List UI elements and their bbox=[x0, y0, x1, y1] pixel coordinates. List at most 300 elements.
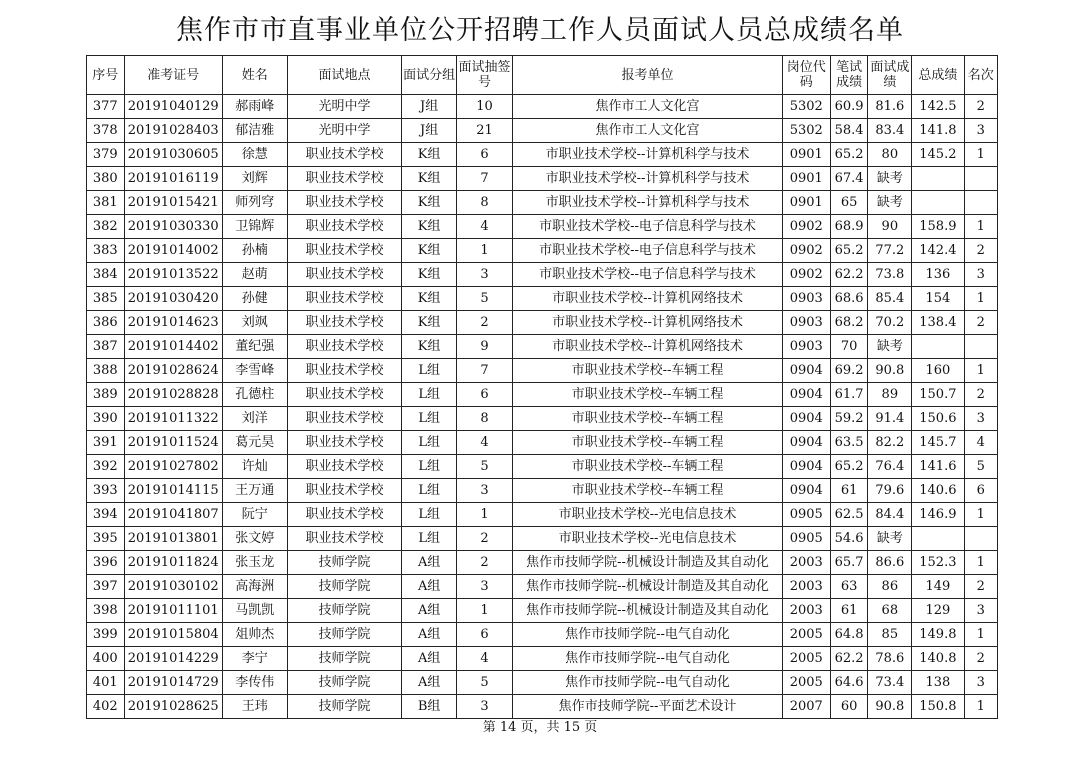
table-cell: 张文婷 bbox=[222, 527, 287, 551]
table-cell: 职业技术学校 bbox=[287, 311, 402, 335]
table-cell: 董纪强 bbox=[222, 335, 287, 359]
table-row bbox=[87, 143, 998, 167]
table-cell: 20191014002 bbox=[124, 239, 222, 263]
table-cell: L组 bbox=[402, 455, 456, 479]
table-cell: 136 bbox=[912, 263, 964, 287]
table-cell: 82.2 bbox=[868, 431, 912, 455]
table-cell bbox=[964, 527, 998, 551]
table-cell: 技师学院 bbox=[287, 551, 402, 575]
table-cell: 6 bbox=[964, 479, 998, 503]
table-cell: 79.6 bbox=[868, 479, 912, 503]
table-cell: 市职业技术学校--计算机科学与技术 bbox=[513, 143, 783, 167]
table-cell: 孙楠 bbox=[222, 239, 287, 263]
table-cell: 20191027802 bbox=[124, 455, 222, 479]
table-cell: 8 bbox=[456, 407, 512, 431]
table-row bbox=[87, 359, 998, 383]
table-cell: 9 bbox=[456, 335, 512, 359]
table-cell: 76.4 bbox=[868, 455, 912, 479]
table-cell: 77.2 bbox=[868, 239, 912, 263]
table-cell: 徐慧 bbox=[222, 143, 287, 167]
table-cell: 150.8 bbox=[912, 695, 964, 719]
table-cell: 20191011322 bbox=[124, 407, 222, 431]
table-cell: 焦作市技师学院--机械设计制造及其自动化 bbox=[513, 575, 783, 599]
table-row bbox=[87, 575, 998, 599]
table-header-row bbox=[87, 56, 998, 95]
table-row bbox=[87, 527, 998, 551]
table-cell: 5 bbox=[456, 671, 512, 695]
table-cell: 61 bbox=[830, 599, 868, 623]
table-cell: 91.4 bbox=[868, 407, 912, 431]
table-cell bbox=[912, 167, 964, 191]
table-cell: 缺考 bbox=[868, 527, 912, 551]
table-cell: 2 bbox=[456, 311, 512, 335]
table-cell: 职业技术学校 bbox=[287, 143, 402, 167]
table-cell: 职业技术学校 bbox=[287, 479, 402, 503]
table-cell: 20191015804 bbox=[124, 623, 222, 647]
table-cell: 5 bbox=[456, 287, 512, 311]
table-cell: 138.4 bbox=[912, 311, 964, 335]
table-cell: K组 bbox=[402, 311, 456, 335]
table-cell: K组 bbox=[402, 191, 456, 215]
table-cell: 20191013801 bbox=[124, 527, 222, 551]
table-row bbox=[87, 407, 998, 431]
table-cell: 20191014623 bbox=[124, 311, 222, 335]
table-cell: 马凯凯 bbox=[222, 599, 287, 623]
table-cell: 0904 bbox=[782, 383, 830, 407]
table-cell: 20191015421 bbox=[124, 191, 222, 215]
table-cell: L组 bbox=[402, 527, 456, 551]
table-cell: 90.8 bbox=[868, 359, 912, 383]
table-cell: 387 bbox=[87, 335, 125, 359]
column-header: 面试地点 bbox=[287, 56, 402, 95]
table-cell: 李传伟 bbox=[222, 671, 287, 695]
table-cell: 61.7 bbox=[830, 383, 868, 407]
table-cell: 技师学院 bbox=[287, 599, 402, 623]
table-cell: J组 bbox=[402, 95, 456, 119]
table-cell: 20191030102 bbox=[124, 575, 222, 599]
table-cell: 90.8 bbox=[868, 695, 912, 719]
table-cell: 2 bbox=[964, 383, 998, 407]
table-cell: 78.6 bbox=[868, 647, 912, 671]
table-cell: 市职业技术学校--光电信息技术 bbox=[513, 527, 783, 551]
table-cell: 146.9 bbox=[912, 503, 964, 527]
column-header: 笔试成绩 bbox=[830, 56, 868, 95]
table-cell: 60.9 bbox=[830, 95, 868, 119]
table-cell: 68.9 bbox=[830, 215, 868, 239]
table-cell: 141.6 bbox=[912, 455, 964, 479]
table-cell: 市职业技术学校--车辆工程 bbox=[513, 479, 783, 503]
table-cell: 395 bbox=[87, 527, 125, 551]
table-cell: 63.5 bbox=[830, 431, 868, 455]
table-cell: 10 bbox=[456, 95, 512, 119]
table-cell: 市职业技术学校--车辆工程 bbox=[513, 407, 783, 431]
table-cell: 3 bbox=[456, 479, 512, 503]
table-cell: 2 bbox=[456, 551, 512, 575]
table-cell: 2007 bbox=[782, 695, 830, 719]
table-cell: 4 bbox=[456, 215, 512, 239]
table-cell: 391 bbox=[87, 431, 125, 455]
table-cell: 20191016119 bbox=[124, 167, 222, 191]
table-cell: 85.4 bbox=[868, 287, 912, 311]
table-cell: 20191028624 bbox=[124, 359, 222, 383]
table-cell: A组 bbox=[402, 575, 456, 599]
table-cell: 职业技术学校 bbox=[287, 239, 402, 263]
table-row bbox=[87, 647, 998, 671]
column-header: 姓名 bbox=[222, 56, 287, 95]
table-row bbox=[87, 623, 998, 647]
table-cell: 399 bbox=[87, 623, 125, 647]
table-cell: 市职业技术学校--车辆工程 bbox=[513, 359, 783, 383]
table-cell: 市职业技术学校--电子信息科学与技术 bbox=[513, 239, 783, 263]
table-cell: 市职业技术学校--计算机网络技术 bbox=[513, 287, 783, 311]
table-cell: 阮宁 bbox=[222, 503, 287, 527]
table-body bbox=[87, 95, 998, 719]
table-row bbox=[87, 311, 998, 335]
table-cell: 1 bbox=[964, 215, 998, 239]
table-cell: 149.8 bbox=[912, 623, 964, 647]
table-cell: 王万通 bbox=[222, 479, 287, 503]
table-cell: 0902 bbox=[782, 215, 830, 239]
table-cell: 郁洁雅 bbox=[222, 119, 287, 143]
table-cell: 4 bbox=[456, 647, 512, 671]
table-cell: 20191030420 bbox=[124, 287, 222, 311]
table-cell: 焦作市技师学院--电气自动化 bbox=[513, 671, 783, 695]
table-cell: 2 bbox=[964, 311, 998, 335]
table-cell: 142.4 bbox=[912, 239, 964, 263]
table-cell: L组 bbox=[402, 503, 456, 527]
table-cell: 2005 bbox=[782, 647, 830, 671]
table-cell: 郝雨峰 bbox=[222, 95, 287, 119]
table-cell: 1 bbox=[456, 239, 512, 263]
table-row bbox=[87, 239, 998, 263]
table-cell: 65.2 bbox=[830, 455, 868, 479]
table-cell: A组 bbox=[402, 599, 456, 623]
table-cell: 394 bbox=[87, 503, 125, 527]
table-cell: 职业技术学校 bbox=[287, 455, 402, 479]
table-cell: K组 bbox=[402, 215, 456, 239]
table-cell: 6 bbox=[456, 623, 512, 647]
table-cell: 80 bbox=[868, 143, 912, 167]
table-cell: 129 bbox=[912, 599, 964, 623]
table-cell: 焦作市技师学院--机械设计制造及其自动化 bbox=[513, 551, 783, 575]
table-row bbox=[87, 695, 998, 719]
table-cell: 赵萌 bbox=[222, 263, 287, 287]
table-cell: 职业技术学校 bbox=[287, 263, 402, 287]
table-cell: 职业技术学校 bbox=[287, 215, 402, 239]
table-cell: 0904 bbox=[782, 479, 830, 503]
table-row bbox=[87, 431, 998, 455]
table-cell: K组 bbox=[402, 263, 456, 287]
table-cell: 1 bbox=[964, 359, 998, 383]
page-title: 焦作市市直事业单位公开招聘工作人员面试人员总成绩名单 bbox=[176, 15, 904, 46]
table-cell: 385 bbox=[87, 287, 125, 311]
table-cell: 2 bbox=[964, 647, 998, 671]
table-cell: 20191014729 bbox=[124, 671, 222, 695]
table-cell: L组 bbox=[402, 431, 456, 455]
table-cell: 焦作市技师学院--平面艺术设计 bbox=[513, 695, 783, 719]
table-cell: 刘辉 bbox=[222, 167, 287, 191]
table-cell: 3 bbox=[964, 119, 998, 143]
table-cell: 职业技术学校 bbox=[287, 167, 402, 191]
table-cell: 20191013522 bbox=[124, 263, 222, 287]
table-cell: 140.8 bbox=[912, 647, 964, 671]
table-cell: 缺考 bbox=[868, 335, 912, 359]
table-cell: 技师学院 bbox=[287, 575, 402, 599]
table-cell: 4 bbox=[964, 431, 998, 455]
table-cell: 2 bbox=[964, 239, 998, 263]
table-cell: 1 bbox=[456, 503, 512, 527]
table-cell: 职业技术学校 bbox=[287, 191, 402, 215]
table-row bbox=[87, 455, 998, 479]
table-cell: 392 bbox=[87, 455, 125, 479]
table-cell: 职业技术学校 bbox=[287, 383, 402, 407]
table-cell: 20191028625 bbox=[124, 695, 222, 719]
table-row bbox=[87, 191, 998, 215]
table-cell: 86.6 bbox=[868, 551, 912, 575]
table-cell: 20191040129 bbox=[124, 95, 222, 119]
table-cell: 市职业技术学校--电子信息科学与技术 bbox=[513, 215, 783, 239]
table-cell: 7 bbox=[456, 167, 512, 191]
table-cell: 俎帅杰 bbox=[222, 623, 287, 647]
table-cell: 73.4 bbox=[868, 671, 912, 695]
table-cell: 65.7 bbox=[830, 551, 868, 575]
table-cell: 141.8 bbox=[912, 119, 964, 143]
table-cell: 20191014115 bbox=[124, 479, 222, 503]
table-row bbox=[87, 599, 998, 623]
table-cell: 383 bbox=[87, 239, 125, 263]
column-header: 面试成绩 bbox=[868, 56, 912, 95]
table-row bbox=[87, 479, 998, 503]
table-cell bbox=[912, 335, 964, 359]
table-cell: 20191030605 bbox=[124, 143, 222, 167]
table-cell: 4 bbox=[456, 431, 512, 455]
table-cell bbox=[912, 527, 964, 551]
table-cell: 58.4 bbox=[830, 119, 868, 143]
table-cell: 3 bbox=[964, 407, 998, 431]
table-cell bbox=[912, 191, 964, 215]
table-cell: L组 bbox=[402, 479, 456, 503]
table-cell: 61 bbox=[830, 479, 868, 503]
table-cell: 焦作市工人文化宫 bbox=[513, 95, 783, 119]
results-table bbox=[86, 55, 998, 719]
table-cell: 3 bbox=[456, 695, 512, 719]
table-cell: 市职业技术学校--计算机网络技术 bbox=[513, 311, 783, 335]
table-cell: 焦作市技师学院--机械设计制造及其自动化 bbox=[513, 599, 783, 623]
table-cell: 0904 bbox=[782, 431, 830, 455]
table-cell: 0904 bbox=[782, 455, 830, 479]
table-cell: 70 bbox=[830, 335, 868, 359]
table-cell: 68 bbox=[868, 599, 912, 623]
table-cell: 技师学院 bbox=[287, 671, 402, 695]
table-cell: 402 bbox=[87, 695, 125, 719]
table-cell: 20191028828 bbox=[124, 383, 222, 407]
table-cell: 0903 bbox=[782, 311, 830, 335]
table-cell: 138 bbox=[912, 671, 964, 695]
table-cell: 400 bbox=[87, 647, 125, 671]
table-cell: 0904 bbox=[782, 407, 830, 431]
table-cell: 65 bbox=[830, 191, 868, 215]
table-cell: 388 bbox=[87, 359, 125, 383]
column-header: 报考单位 bbox=[513, 56, 783, 95]
table-cell: 158.9 bbox=[912, 215, 964, 239]
table-cell: 光明中学 bbox=[287, 95, 402, 119]
table-cell: 刘洋 bbox=[222, 407, 287, 431]
table-cell: 职业技术学校 bbox=[287, 503, 402, 527]
table-cell: 149 bbox=[912, 575, 964, 599]
table-cell: 5 bbox=[964, 455, 998, 479]
table-cell: 86 bbox=[868, 575, 912, 599]
table-cell: 70.2 bbox=[868, 311, 912, 335]
table-cell: L组 bbox=[402, 383, 456, 407]
table-cell: 396 bbox=[87, 551, 125, 575]
table-cell: 职业技术学校 bbox=[287, 287, 402, 311]
table-cell: 398 bbox=[87, 599, 125, 623]
table-row bbox=[87, 671, 998, 695]
table-cell: 高海洲 bbox=[222, 575, 287, 599]
table-cell: 7 bbox=[456, 359, 512, 383]
table-cell: 69.2 bbox=[830, 359, 868, 383]
table-cell: 65.2 bbox=[830, 239, 868, 263]
column-header: 面试分组 bbox=[402, 56, 456, 95]
table-cell: 389 bbox=[87, 383, 125, 407]
table-cell: 68.6 bbox=[830, 287, 868, 311]
table-cell: 市职业技术学校--车辆工程 bbox=[513, 383, 783, 407]
table-cell: 63 bbox=[830, 575, 868, 599]
table-cell: 390 bbox=[87, 407, 125, 431]
table-cell: 市职业技术学校--计算机科学与技术 bbox=[513, 191, 783, 215]
table-cell: 3 bbox=[456, 575, 512, 599]
table-row bbox=[87, 119, 998, 143]
table-cell: A组 bbox=[402, 551, 456, 575]
table-cell: 20191030330 bbox=[124, 215, 222, 239]
table-cell: A组 bbox=[402, 647, 456, 671]
column-header: 序号 bbox=[87, 56, 125, 95]
table-cell: 0901 bbox=[782, 143, 830, 167]
table-cell: 2003 bbox=[782, 599, 830, 623]
table-cell: K组 bbox=[402, 335, 456, 359]
table-cell: 1 bbox=[964, 143, 998, 167]
table-cell: A组 bbox=[402, 623, 456, 647]
table-cell: A组 bbox=[402, 671, 456, 695]
table-cell: 393 bbox=[87, 479, 125, 503]
table-cell: 焦作市工人文化宫 bbox=[513, 119, 783, 143]
table-cell: 8 bbox=[456, 191, 512, 215]
table-cell bbox=[964, 191, 998, 215]
table-cell: 0903 bbox=[782, 335, 830, 359]
table-cell: 5302 bbox=[782, 119, 830, 143]
table-cell: 1 bbox=[964, 551, 998, 575]
table-cell: 3 bbox=[964, 671, 998, 695]
table-cell: 葛元昊 bbox=[222, 431, 287, 455]
table-cell: 6 bbox=[456, 143, 512, 167]
column-header: 面试抽签号 bbox=[456, 56, 512, 95]
table-cell: 5 bbox=[456, 455, 512, 479]
table-cell: 140.6 bbox=[912, 479, 964, 503]
table-cell: 技师学院 bbox=[287, 647, 402, 671]
table-cell: 54.6 bbox=[830, 527, 868, 551]
table-cell: 20191014229 bbox=[124, 647, 222, 671]
table-cell: 397 bbox=[87, 575, 125, 599]
table-cell: 0902 bbox=[782, 239, 830, 263]
table-cell: K组 bbox=[402, 239, 456, 263]
table-cell: 李宁 bbox=[222, 647, 287, 671]
table-cell: 2003 bbox=[782, 575, 830, 599]
table-cell bbox=[964, 167, 998, 191]
page-footer: 第 14 页，共 15 页 bbox=[482, 720, 598, 735]
table-cell: 89 bbox=[868, 383, 912, 407]
table-cell: 64.8 bbox=[830, 623, 868, 647]
table-cell: K组 bbox=[402, 143, 456, 167]
table-cell: 379 bbox=[87, 143, 125, 167]
table-cell: 20191041807 bbox=[124, 503, 222, 527]
table-cell: 83.4 bbox=[868, 119, 912, 143]
table-cell: 154 bbox=[912, 287, 964, 311]
table-cell: 5302 bbox=[782, 95, 830, 119]
table-cell: 62.5 bbox=[830, 503, 868, 527]
table-cell: 145.7 bbox=[912, 431, 964, 455]
table-cell: 386 bbox=[87, 311, 125, 335]
table-cell: 380 bbox=[87, 167, 125, 191]
table-cell: 0904 bbox=[782, 359, 830, 383]
column-header: 准考证号 bbox=[124, 56, 222, 95]
table-cell: 64.6 bbox=[830, 671, 868, 695]
table-cell: 职业技术学校 bbox=[287, 527, 402, 551]
table-cell: 职业技术学校 bbox=[287, 407, 402, 431]
table-cell: 60 bbox=[830, 695, 868, 719]
table-cell: 市职业技术学校--计算机网络技术 bbox=[513, 335, 783, 359]
table-row bbox=[87, 335, 998, 359]
table-row bbox=[87, 503, 998, 527]
table-row bbox=[87, 215, 998, 239]
table-cell: 67.4 bbox=[830, 167, 868, 191]
table-cell: 2005 bbox=[782, 671, 830, 695]
table-cell: 0903 bbox=[782, 287, 830, 311]
table-cell: 85 bbox=[868, 623, 912, 647]
table-cell: 市职业技术学校--电子信息科学与技术 bbox=[513, 263, 783, 287]
column-header: 岗位代码 bbox=[782, 56, 830, 95]
table-cell: 焦作市技师学院--电气自动化 bbox=[513, 647, 783, 671]
table-cell: 150.7 bbox=[912, 383, 964, 407]
table-cell: 20191011101 bbox=[124, 599, 222, 623]
table-cell: 377 bbox=[87, 95, 125, 119]
table-cell: 62.2 bbox=[830, 647, 868, 671]
table-cell: 焦作市技师学院--电气自动化 bbox=[513, 623, 783, 647]
table-cell: 卫锦辉 bbox=[222, 215, 287, 239]
table-cell: 142.5 bbox=[912, 95, 964, 119]
table-cell: 68.2 bbox=[830, 311, 868, 335]
table-cell: K组 bbox=[402, 287, 456, 311]
table-cell: K组 bbox=[402, 167, 456, 191]
table-cell: 150.6 bbox=[912, 407, 964, 431]
table-cell: 20191028403 bbox=[124, 119, 222, 143]
table-row bbox=[87, 287, 998, 311]
table-row bbox=[87, 383, 998, 407]
table-cell: 2 bbox=[964, 95, 998, 119]
table-cell: 73.8 bbox=[868, 263, 912, 287]
table-cell: 3 bbox=[456, 263, 512, 287]
table-cell: 1 bbox=[964, 503, 998, 527]
table-cell: 技师学院 bbox=[287, 695, 402, 719]
table-cell: 许灿 bbox=[222, 455, 287, 479]
table-cell: 张玉龙 bbox=[222, 551, 287, 575]
table-cell: 152.3 bbox=[912, 551, 964, 575]
table-cell: 市职业技术学校--车辆工程 bbox=[513, 455, 783, 479]
table-cell: 0901 bbox=[782, 191, 830, 215]
table-cell: 1 bbox=[964, 623, 998, 647]
table-row bbox=[87, 263, 998, 287]
table-cell: 21 bbox=[456, 119, 512, 143]
table-cell: 技师学院 bbox=[287, 623, 402, 647]
